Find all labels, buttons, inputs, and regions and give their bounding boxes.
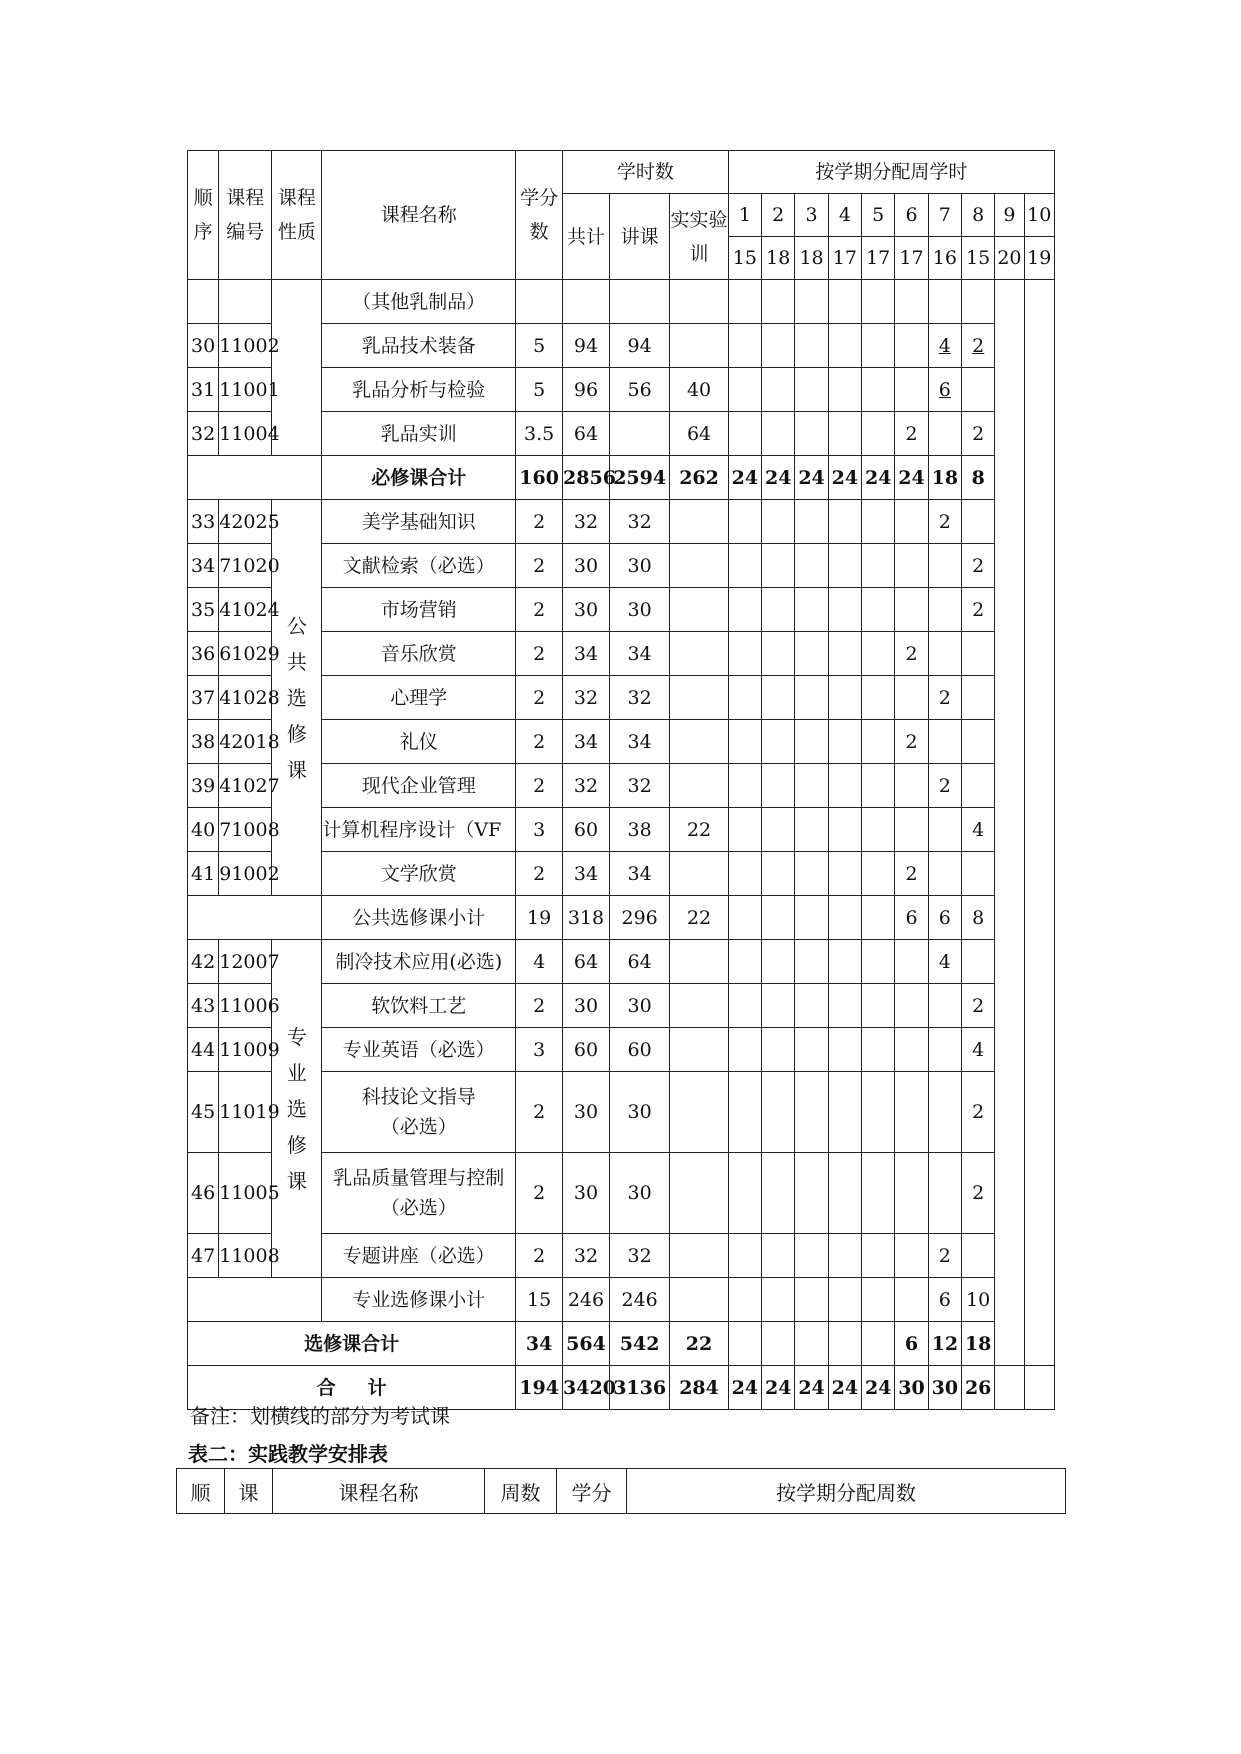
weeks-5: 17: [862, 237, 895, 280]
exam-mark: 2: [972, 334, 985, 357]
table2-title: 表二：实践教学安排表: [188, 1442, 388, 1466]
table-row: 41 91002 文学欣赏 2 34 34 2: [188, 852, 1055, 896]
semester-8: 8: [962, 194, 995, 237]
table-row: 33 42025 公共选修课 美学基础知识 2 32 32 2: [188, 500, 1055, 544]
table-row: 36 61029 音乐欣赏 2 34 34 2: [188, 632, 1055, 676]
nature-public-elective: 公共选修课: [272, 500, 322, 896]
semester-5: 5: [862, 194, 895, 237]
table-row: 40 71008 计算机程序设计（VF 3 60 38 22 4: [188, 808, 1055, 852]
weeks-9: 20: [995, 237, 1024, 280]
semester-7: 7: [928, 194, 961, 237]
professional-subtotal-row: 专业选修课小计 15 246 246 6 10: [188, 1278, 1055, 1322]
header-hours: 学时数: [563, 151, 729, 194]
required-total-row: 必修课合计 160 2856 2594 262 24 24 24 24 24 24 18 8: [188, 456, 1055, 500]
header-lab: 实实验训: [670, 194, 728, 280]
table-row: 39 41027 现代企业管理 2 32 32 2: [188, 764, 1055, 808]
header-row-1: [188, 151, 1055, 194]
grand-total-row: 合计 194 3420 3136 284 24 24 24 24 24 30 30 26: [188, 1366, 1055, 1410]
course-name: 乳品技术装备: [322, 324, 516, 368]
course-name: 乳品实训: [322, 412, 516, 456]
course-name: 专题讲座（必选）: [322, 1234, 516, 1278]
course-name: 乳品分析与检验: [322, 368, 516, 412]
table-note: 备注：划横线的部分为考试课: [190, 1404, 450, 1428]
header-nature: 课程性质: [272, 151, 322, 280]
semester-9: 9: [995, 194, 1024, 237]
semester-1: 1: [728, 194, 761, 237]
table-row: 38 42018 礼仪 2 34 34 2: [188, 720, 1055, 764]
semester-3: 3: [795, 194, 828, 237]
course-name: 乳品质量管理与控制（必选）: [322, 1153, 516, 1234]
course-name: 美学基础知识: [322, 500, 516, 544]
nature-professional-elective: 专业选修课: [272, 940, 322, 1278]
header-name: 课程名称: [322, 151, 516, 280]
elective-total-label: 选修课合计: [188, 1322, 516, 1366]
course-name: 科技论文指导（必选）: [322, 1072, 516, 1153]
course-name: 制冷技术应用(必选): [322, 940, 516, 984]
elective-total-row: 选修课合计 34 564 542 22 6 12 18: [188, 1322, 1055, 1366]
table-row: 47 11008 专题讲座（必选） 2 32 32 2: [188, 1234, 1055, 1278]
exam-mark: 6: [938, 378, 951, 401]
table-row: 46 11005 乳品质量管理与控制（必选） 2 30 30 2: [188, 1153, 1055, 1234]
course-name: 礼仪: [322, 720, 516, 764]
course-name: 市场营销: [322, 588, 516, 632]
course-name: 文献检索（必选）: [322, 544, 516, 588]
public-subtotal-row: 公共选修课小计 19 318 296 22 6 6 8: [188, 896, 1055, 940]
weeks-1: 15: [728, 237, 761, 280]
weeks-6: 17: [895, 237, 928, 280]
weeks-3: 18: [795, 237, 828, 280]
table-row: 43 11006 软饮料工艺 2 30 30 2: [188, 984, 1055, 1028]
course-name: 现代企业管理: [322, 764, 516, 808]
course-name: （其他乳制品）: [322, 280, 516, 324]
grand-total-label: 合计: [316, 1376, 419, 1399]
course-name: 专业英语（必选）: [322, 1028, 516, 1072]
table-row: 45 11019 科技论文指导（必选） 2 30 30 2: [188, 1072, 1055, 1153]
table-row: 30 11002 乳品技术装备 5 94 94 4 2: [188, 324, 1055, 368]
semester-2: 2: [762, 194, 795, 237]
weeks-4: 17: [828, 237, 861, 280]
practice-header-row: 顺 课 课程名称 周数 学分 按学期分配周数: [177, 1469, 1066, 1514]
semester-4: 4: [828, 194, 861, 237]
table-row: 31 11001 乳品分析与检验 5 96 56 40 6: [188, 368, 1055, 412]
required-total-label: 必修课合计: [322, 456, 516, 500]
weeks-2: 18: [762, 237, 795, 280]
semester-10: 10: [1024, 194, 1054, 237]
table-row: [188, 280, 1055, 324]
table-row: 35 41024 市场营销 2 30 30 2: [188, 588, 1055, 632]
curriculum-table: [187, 150, 1055, 1410]
table-row: 42 12007 专业选修课 制冷技术应用(必选) 4 64 64 4: [188, 940, 1055, 984]
course-name: 音乐欣赏: [322, 632, 516, 676]
course-name: 软饮料工艺: [322, 984, 516, 1028]
course-name: 计算机程序设计（VF: [322, 808, 516, 852]
header-seq: 顺序: [188, 151, 219, 280]
header-code: 课程编号: [219, 151, 272, 280]
weeks-7: 16: [928, 237, 961, 280]
exam-mark: 4: [938, 334, 951, 357]
semester-6: 6: [895, 194, 928, 237]
weeks-8: 15: [962, 237, 995, 280]
header-total: 共计: [563, 194, 610, 280]
table-row: 32 11004 乳品实训 3.5 64 64 2 2: [188, 412, 1055, 456]
table-row: 34 71020 文献检索（必选） 2 30 30 2: [188, 544, 1055, 588]
header-weekly: 按学期分配周学时: [728, 151, 1054, 194]
table-row: 37 41028 心理学 2 32 32 2: [188, 676, 1055, 720]
header-credit: 学分数: [516, 151, 563, 280]
practice-table: [176, 1468, 1066, 1514]
table-row: 44 11009 专业英语（必选） 3 60 60 4: [188, 1028, 1055, 1072]
header-lecture: 讲课: [609, 194, 669, 280]
weeks-10: 19: [1024, 237, 1054, 280]
course-name: 心理学: [322, 676, 516, 720]
course-name: 文学欣赏: [322, 852, 516, 896]
